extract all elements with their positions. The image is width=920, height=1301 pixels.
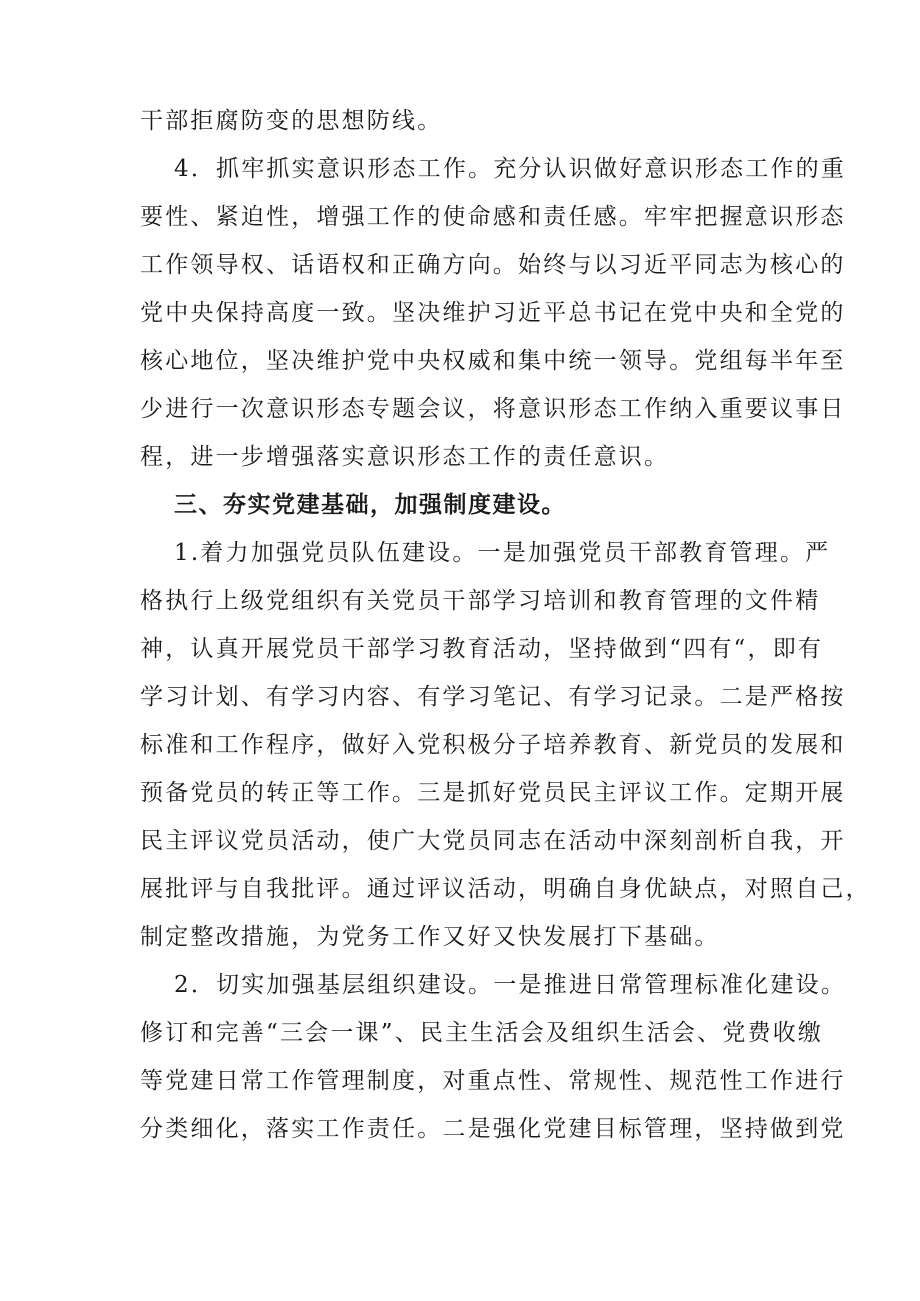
text-line: 展批评与自我批评。通过评议活动，明确自身优缺点，对照自己， bbox=[140, 876, 871, 902]
text-line: 核心地位，坚决维护党中央权威和集中统一领导。党组每半年至 bbox=[140, 348, 846, 374]
text-line: 工作领导权、话语权和正确方向。始终与以习近平同志为核心的 bbox=[140, 252, 846, 278]
text-line: 少进行一次意识形态专题会议，将意识形态工作纳入重要议事日 bbox=[140, 396, 846, 422]
text-line: 格执行上级党组织有关党员干部学习培训和教育管理的文件精 bbox=[140, 588, 821, 614]
text-line: 修订和完善“三会一课”、民主生活会及组织生活会、党费收缴 bbox=[140, 1020, 824, 1046]
section-heading: 三、夯实党建基础，加强制度建设。 bbox=[174, 491, 566, 518]
text-line: 神，认真开展党员干部学习教育活动，坚持做到“四有“，即有 bbox=[140, 636, 824, 662]
text-line: 学习计划、有学习内容、有学习笔记、有学习记录。二是严格按 bbox=[140, 684, 846, 710]
text-line: 民主评议党员活动，使广大党员同志在活动中深刻剖析自我，开 bbox=[140, 828, 846, 854]
text-line: 4．抓牢抓实意识形态工作。充分认识做好意识形态工作的重 bbox=[174, 156, 847, 182]
text-line: 标准和工作程序，做好入党积极分子培养教育、新党员的发展和 bbox=[140, 732, 846, 758]
text-line: 程，进一步增强落实意识形态工作的责任意识。 bbox=[140, 444, 670, 470]
text-line: 分类细化，落实工作责任。二是强化党建目标管理，坚持做到党 bbox=[140, 1116, 846, 1142]
text-line: 1.着力加强党员队伍建设。一是加强党员干部教育管理。严 bbox=[174, 540, 831, 566]
text-line: 2．切实加强基层组织建设。一是推进日常管理标准化建设。 bbox=[174, 972, 847, 998]
text-line: 要性、紧迫性，增强工作的使命感和责任感。牢牢把握意识形态 bbox=[140, 204, 846, 230]
text-line: 等党建日常工作管理制度，对重点性、常规性、规范性工作进行 bbox=[140, 1068, 846, 1094]
text-line: 制定整改措施，为党务工作又好又快发展打下基础。 bbox=[140, 924, 720, 950]
text-line: 预备党员的转正等工作。三是抓好党员民主评议工作。定期开展 bbox=[140, 780, 846, 806]
text-line: 干部拒腐防变的思想防线。 bbox=[140, 108, 443, 134]
text-line: 党中央保持高度一致。坚决维护习近平总书记在党中央和全党的 bbox=[140, 300, 846, 326]
